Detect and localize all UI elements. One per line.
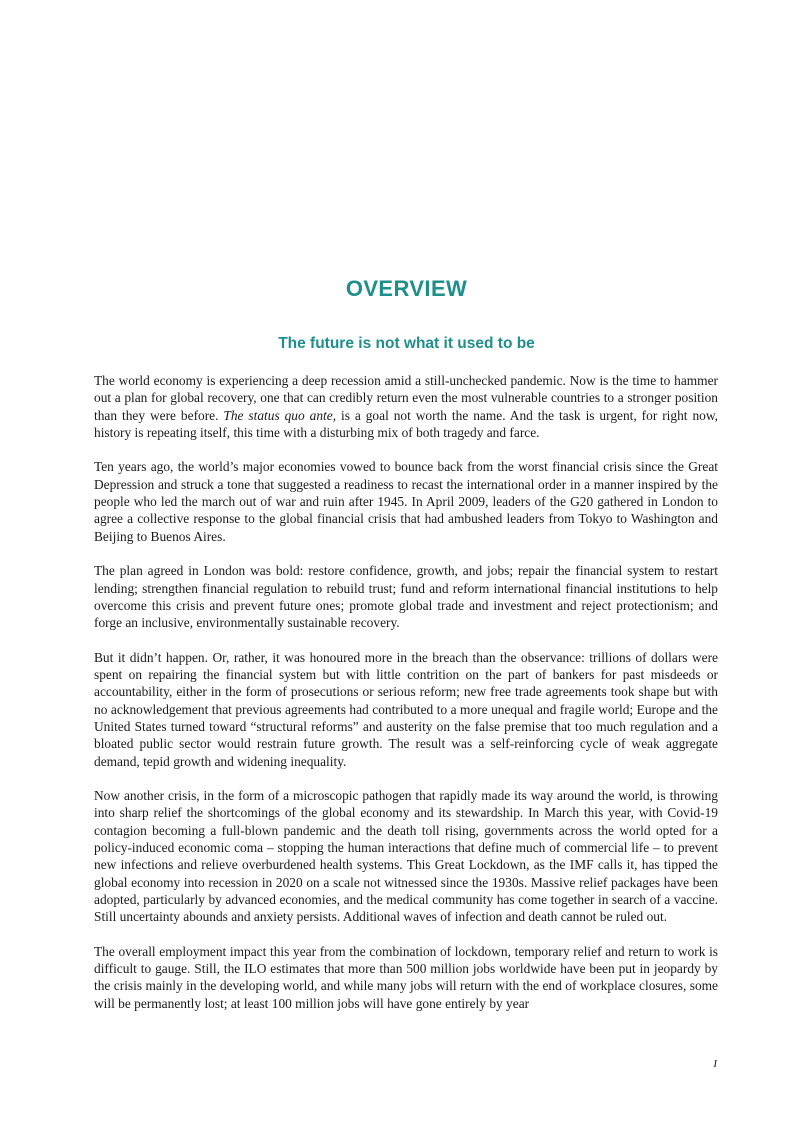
- paragraph-6: The overall employment impact this year from the combination of lockdown, temporary relief and return to work is difficult to gauge. Still, the ILO estimates that more than 500 million jobs worldwide have been put in jeopardy by the crisis mainly in the developing world, and while many jobs will return with the end of workplace closures, some will be permanently lost; at least 100 million jobs will have gone entirely by year: [94, 943, 718, 1011]
- body-text: [94, 372, 718, 1029]
- page-number: I: [713, 1058, 717, 1070]
- paragraph-2: Ten years ago, the world’s major economies vowed to bounce back from the worst financial crisis since the Great Depression and struck a tone that suggested a readiness to recast the international order in a manner inspired by the people who led the march out of war and ruin after 1945. In April 2009, leaders of the G20 gathered in London to agree a collective response to the global financial crisis that had ambushed leaders from Tokyo to Washington and Beijing to Buenos Aires.: [94, 459, 718, 544]
- paragraph-5: Now another crisis, in the form of a microscopic pathogen that rapidly made its way around the world, is throwing into sharp relief the shortcomings of the global economy and its stewardship. In March this year, with Covid-19 contagion becoming a full-blown pandemic and the death toll rising, governments across the world opted for a policy-induced economic coma – stopping the human interactions that define much of commercial life – to prevent new infections and relieve overburdened health systems. This Great Lockdown, as the IMF calls it, has tipped the global economy into recession in 2020 on a scale not witnessed since the 1930s. Massive relief packages have been adopted, particularly by advanced economies, and the medical community has come together in search of a vaccine. Still uncertainty abounds and anxiety persists. Additional waves of infection and death cannot be ruled out.: [94, 788, 718, 925]
- section-subtitle: The future is not what it used to be: [278, 335, 535, 352]
- paragraph-1: [94, 372, 718, 441]
- paragraph-1-text-start: The world economy is experiencing a deep recession amid a still-unchecked pandemic. Now is the time to hammer out a plan for global recovery, one that can credibly return even the most vulnerable countries to a stronger position than they were before.: [94, 373, 718, 423]
- paragraph-4: But it didn’t happen. Or, rather, it was honoured more in the breach than the observance: trillions of dollars were spent on repairing the financial system but with little contrition on the part of bankers for past misdeeds or accountability, either in the form of prosecutions or serious reform; new free trade agreements took shape but with no acknowledgement that previous agreements had contributed to a more unequal and fragile world; Europe and the United States turned toward “structural reforms” and austerity on the false premise that too much regulation and a bloated public sector would restrain future growth. The result was a self-reinforcing cycle of weak aggregate demand, tepid growth and widening inequality.: [94, 649, 718, 769]
- page-title: OVERVIEW: [345, 276, 468, 301]
- paragraph-3: The plan agreed in London was bold: restore confidence, growth, and jobs; repair the financial system to restart lending; strengthen financial regulation to rebuild trust; fund and reform international financial institutions to help overcome this crisis and prevent future ones; promote global trade and investment and reject protectionism; and forge an inclusive, environmentally sustainable recovery.: [94, 563, 718, 631]
- paragraph-1-text-end: , is a goal not worth the name. And the task is urgent, for right now, history is repeating itself, this time with a disturbing mix of both tragedy and farce.: [94, 407, 718, 440]
- paragraph-1-italic-phrase: The status quo ante: [223, 407, 333, 423]
